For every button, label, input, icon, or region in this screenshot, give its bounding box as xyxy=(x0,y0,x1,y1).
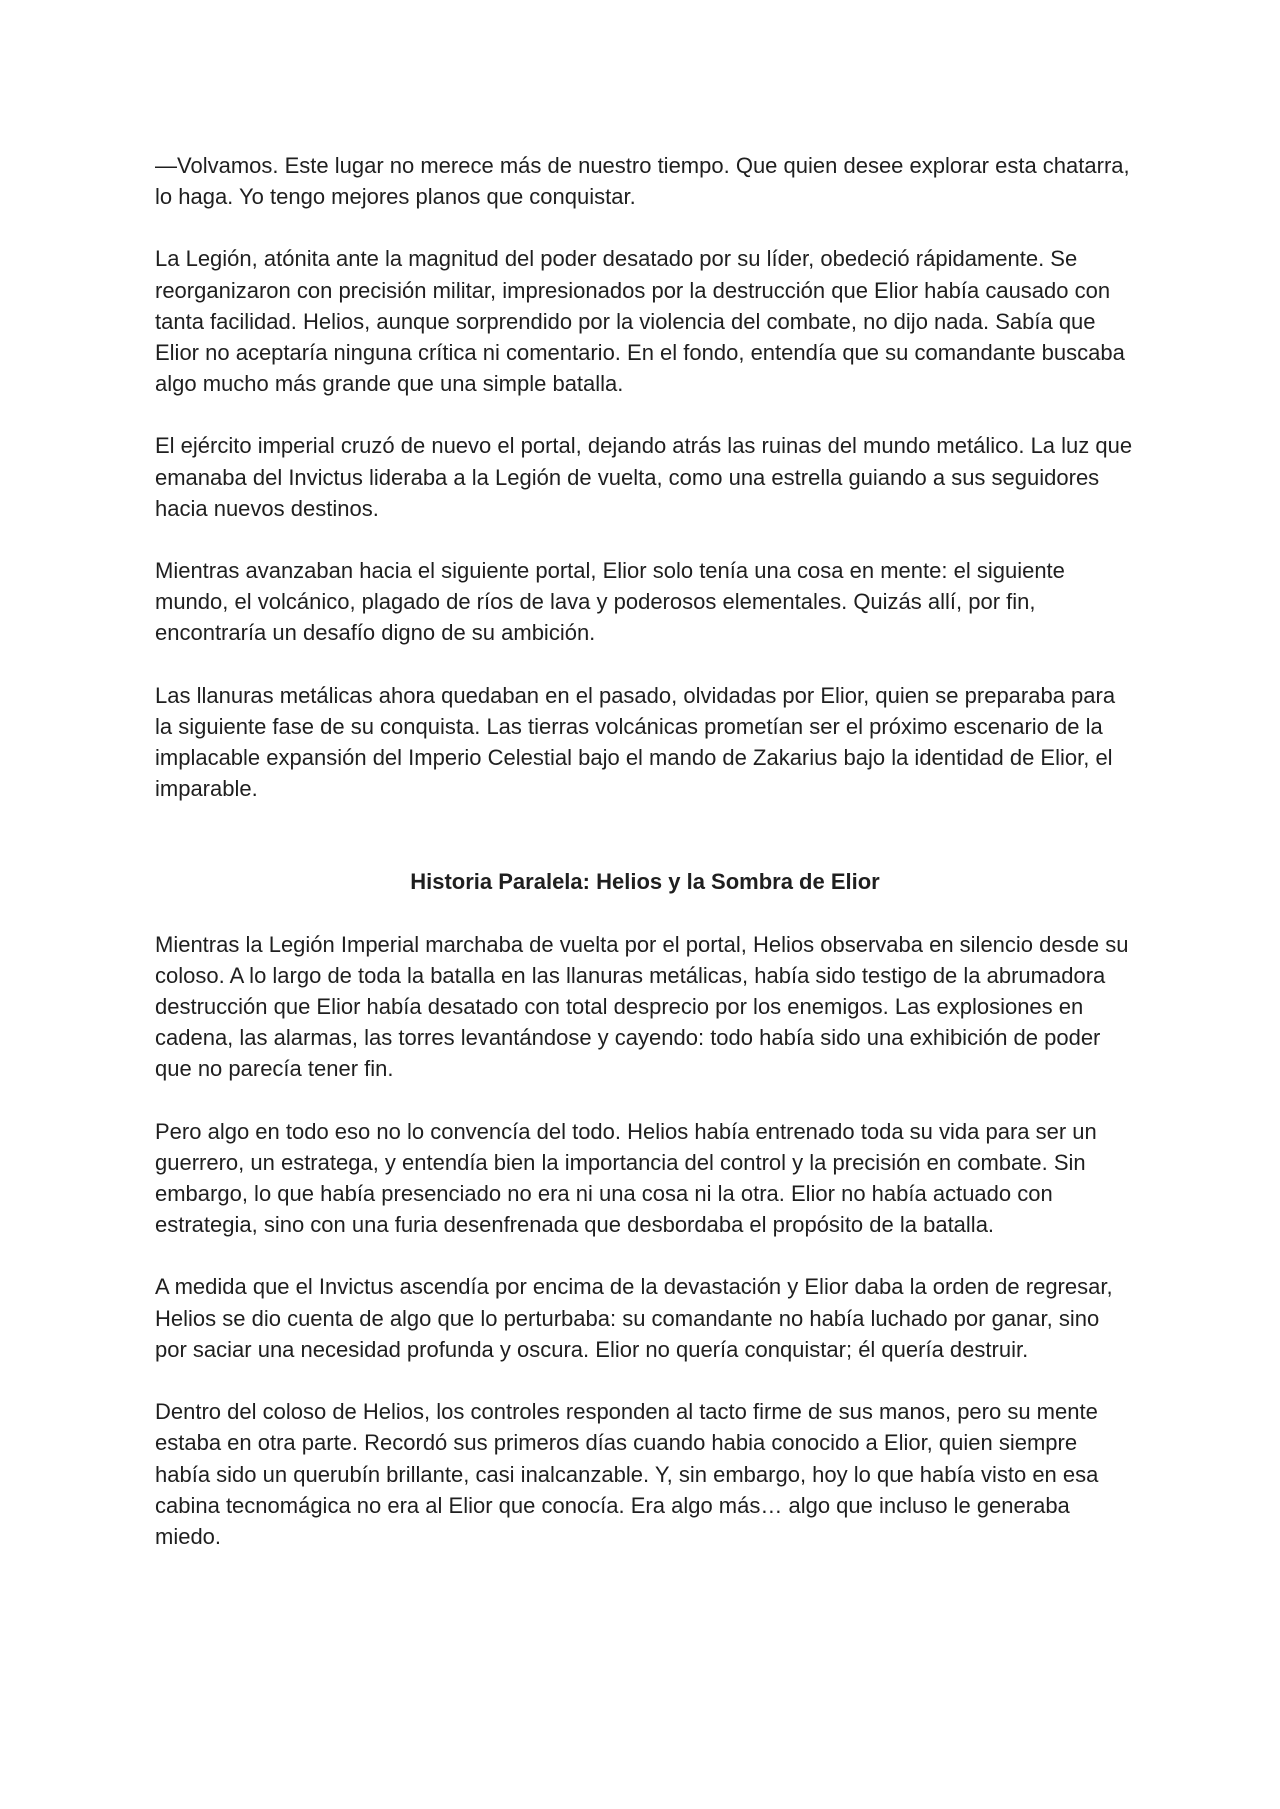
paragraph-6: Mientras la Legión Imperial marchaba de vuelta por el portal, Helios observaba en silencio desde su coloso. A lo largo de toda la batalla en las llanuras metálicas, había sido testigo de la abrumadora destrucción que Elior había desatado con total desprecio por los enemigos. Las explosiones en cadena, las alarmas, las torres levantándose y cayendo: todo había sido una exhibición de poder que no parecía tener fin. xyxy=(155,931,1129,1082)
section-heading: Historia Paralela: Helios y la Sombra de Elior xyxy=(410,869,880,895)
paragraph-8: A medida que el Invictus ascendía por encima de la devastación y Elior daba la orden de regresar, Helios se dio cuenta de algo que lo perturbaba: su comandante no había luchado por ganar, sino por saciar una necesidad profunda y oscura. Elior no quería conquistar; él quería destruir. xyxy=(155,1274,1113,1362)
paragraph-9: Dentro del coloso de Helios, los controles responden al tacto firme de sus manos, pero su mente estaba en otra parte. Recordó sus primeros días cuando habia conocido a Elior, quien siempre había sido un querubín brillante, casi inalcanzable. Y, sin embargo, hoy lo que había visto en esa cabina tecnomágica no era al Elior que conocía. Era algo más… algo que incluso le generaba miedo. xyxy=(155,1399,1099,1549)
paragraph-5: Las llanuras metálicas ahora quedaban en el pasado, olvidadas por Elior, quien se preparaba para la siguiente fase de su conquista. Las tierras volcánicas prometían ser el próximo escenario de la implacable expansión del Imperio Celestial bajo el mando de Zakarius bajo la identidad de Elior, el imparable. xyxy=(155,682,1116,802)
paragraph-1: —Volvamos. Este lugar no merece más de nuestro tiempo. Que quien desee explorar esta chatarra, lo haga. Yo tengo mejores planos que conquistar. xyxy=(155,153,1130,210)
paragraph-4: Mientras avanzaban hacia el siguiente portal, Elior solo tenía una cosa en mente: el siguiente mundo, el volcánico, plagado de ríos de lava y poderosos elementales. Quizás allí, por fin, encontraría un desafío digno de su ambición. xyxy=(155,558,1065,646)
document-body xyxy=(155,150,1135,1552)
paragraph-7: Pero algo en todo eso no lo convencía del todo. Helios había entrenado toda su vida para ser un guerrero, un estratega, y entendía bien la importancia del control y la precisión en combate. Sin embargo, lo que había presenciado no era ni una cosa ni la otra. Elior no había actuado con estrategia, sino con una furia desenfrenada que desbordaba el propósito de la batalla. xyxy=(155,1118,1097,1238)
paragraph-2: La Legión, atónita ante la magnitud del poder desatado por su líder, obedeció rápidamente. Se reorganizaron con precisión militar, impresionados por la destrucción que Elior había causado con tanta facilidad. Helios, aunque sorprendido por la violencia del combate, no dijo nada. Sabía que Elior no aceptaría ninguna crítica ni comentario. En el fondo, entendía que su comandante buscaba algo mucho más grande que una simple batalla. xyxy=(155,246,1125,397)
paragraph-3: El ejército imperial cruzó de nuevo el portal, dejando atrás las ruinas del mundo metálico. La luz que emanaba del Invictus lideraba a la Legión de vuelta, como una estrella guiando a sus seguidores hacia nuevos destinos. xyxy=(155,433,1133,521)
